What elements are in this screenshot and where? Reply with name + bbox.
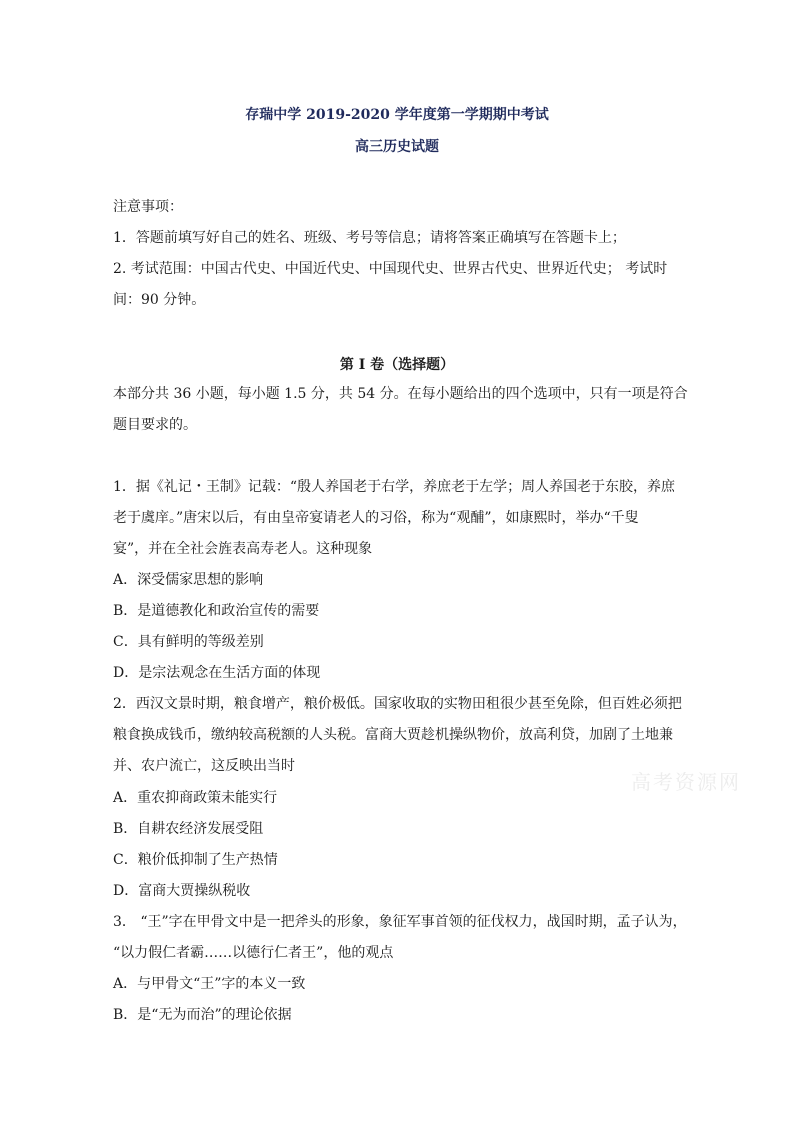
question-1-stem-line-2: 老于虞庠。”唐宋以后，有由皇帝宴请老人的习俗，称为“观酺”，如康熙时，举办“千叟 (113, 510, 639, 526)
exam-subtitle: 高三历史试题 (355, 139, 439, 155)
question-3-stem-line-2: “以力假仁者霸……以德行仁者王”，他的观点 (113, 945, 394, 961)
question-2-option-d: D．富商大贾操纵税收 (113, 883, 251, 899)
question-1-stem-line-1: 1．据《礼记・王制》记载：“殷人养国老于右学，养庶老于左学；周人养国老于东胶，养庶 (113, 479, 676, 495)
question-2-stem-line-2: 粮食换成钱币，缴纳较高税额的人头税。富商大贾趁机操纵物价，放高利贷，加剧了土地兼 (113, 727, 673, 743)
question-2-stem-line-3: 并、农户流亡，这反映出当时 (113, 758, 295, 774)
question-3-stem-line-1: 3． “王”字在甲骨文中是一把斧头的形象，象征军事首领的征伐权力，战国时期，孟子认为， (113, 914, 687, 930)
watermark: 高考资源网 (631, 770, 741, 794)
question-1-option-a: A．深受儒家思想的影响 (113, 572, 264, 588)
question-1-option-d: D．是宗法观念在生活方面的体现 (113, 665, 321, 681)
question-1-stem-line-3: 宴”，并在全社会旌表高寿老人。这种现象 (113, 541, 373, 557)
section-title: 第 I 卷（选择题） (339, 357, 455, 373)
notice-item-2-line-2: 间：90 分钟。 (113, 292, 206, 308)
question-3-option-a: A．与甲骨文“王”字的本义一致 (113, 976, 306, 992)
question-2-stem-line-1: 2．西汉文景时期，粮食增产，粮价极低。国家收取的实物田租很少甚至免除，但百姓必须把 (113, 696, 682, 712)
notice-item-1: 1．答题前填写好自己的姓名、班级、考号等信息；请将答案正确填写在答题卡上； (113, 230, 626, 246)
section-desc-line-1: 本部分共 36 小题，每小题 1.5 分，共 54 分。在每小题给出的四个选项中，只有一项是符合 (113, 386, 688, 402)
exam-title: 存瑞中学 2019-2020 学年度第一学期期中考试 (245, 107, 549, 123)
section-desc-line-2: 题目要求的。 (113, 417, 197, 433)
question-2-option-a: A．重农抑商政策未能实行 (113, 790, 278, 806)
notice-item-2-line-1: 2. 考试范围：中国古代史、中国近代史、中国现代史、世界古代史、世界近代史； 考试时 (113, 261, 668, 277)
question-1-option-b: B．是道德教化和政治宣传的需要 (113, 603, 320, 619)
question-3-option-b: B．是“无为而治”的理论依据 (113, 1007, 292, 1023)
question-1-option-c: C．具有鲜明的等级差别 (113, 634, 264, 650)
notice-heading: 注意事项： (113, 199, 183, 215)
question-2-option-c: C．粮价低抑制了生产热情 (113, 852, 278, 868)
question-2-option-b: B．自耕农经济发展受阻 (113, 821, 264, 837)
